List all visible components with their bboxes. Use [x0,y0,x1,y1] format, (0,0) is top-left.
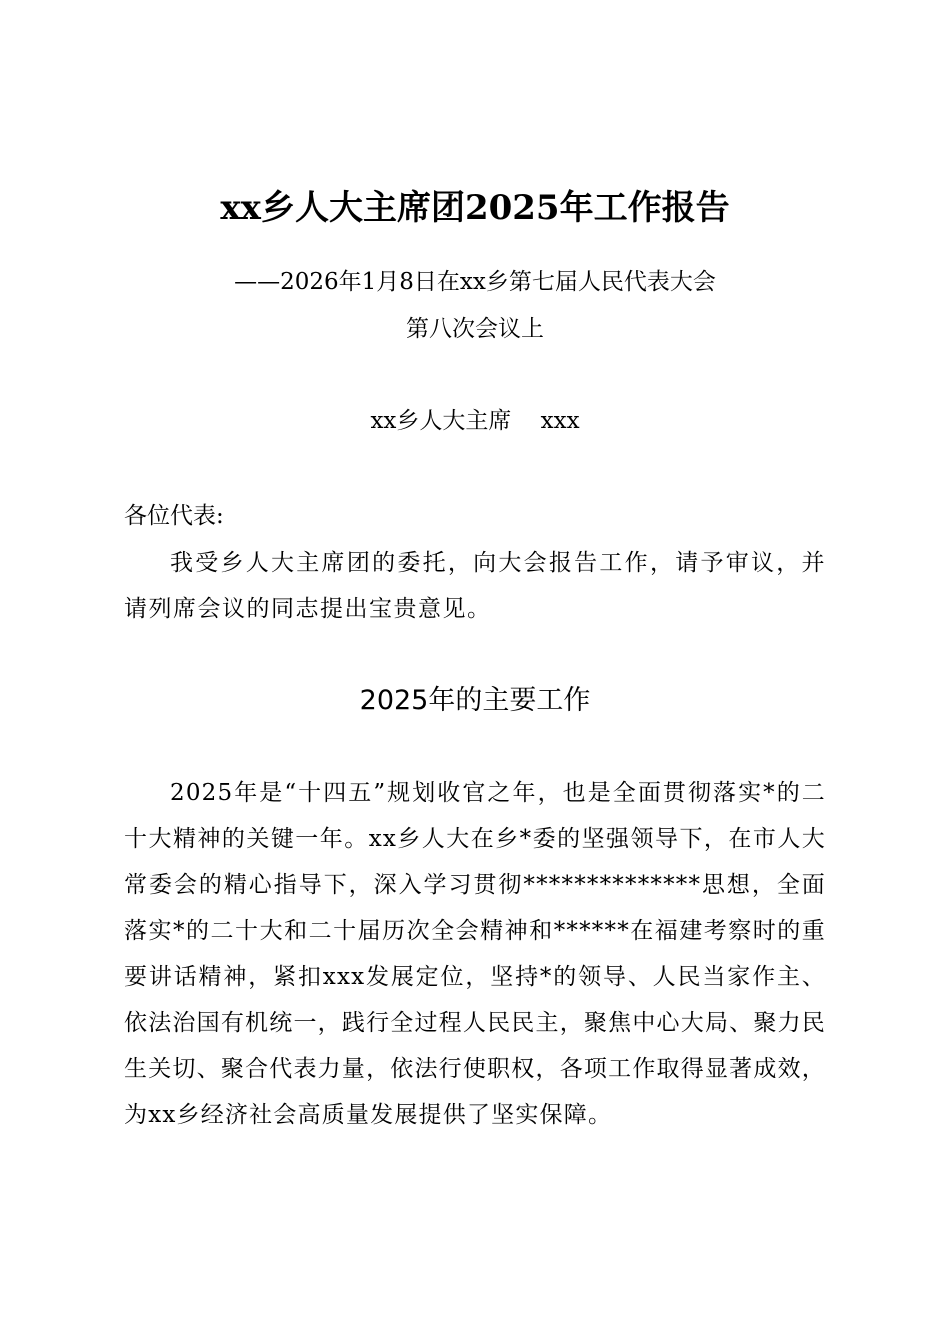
salutation: 各位代表: [124,503,224,529]
section-heading: 2025年的主要工作 [359,685,591,716]
intro-paragraph: 我受乡人大主席团的委托，向大会报告工作，请予审议，并请列席会议的同志提出宝贵意见。 [124,550,826,622]
document-subtitle-line2: 第八次会议上 [406,316,544,342]
body-paragraph: 2025年是“十四五”规划收官之年，也是全面贯彻落实*的二十大精神的关键一年。xx乡人大在乡*委的坚强领导下，在市人大常委会的精心指导下，深入学习贯彻**************思想，全面落实*的二十大和二十届历次全会精神和******在福建考察时的重要讲话精神，紧扣xxx发展定位，坚持*的领导、人民当家作主、依法治国有机统一，践行全过程人民民主，聚焦中心大局、聚力民生关切、聚合代表力量，依法行使职权，各项工作取得显著成效，为xx乡经济社会高质量发展提供了坚实保障。 [124,780,826,1128]
document-title: xx乡人大主席团2025年工作报告 [220,188,730,228]
document-subtitle-line1: ——2026年1月8日在xx乡第七届人民代表大会 [234,269,716,295]
speaker-line: xx乡人大主席 xxx [370,408,580,434]
